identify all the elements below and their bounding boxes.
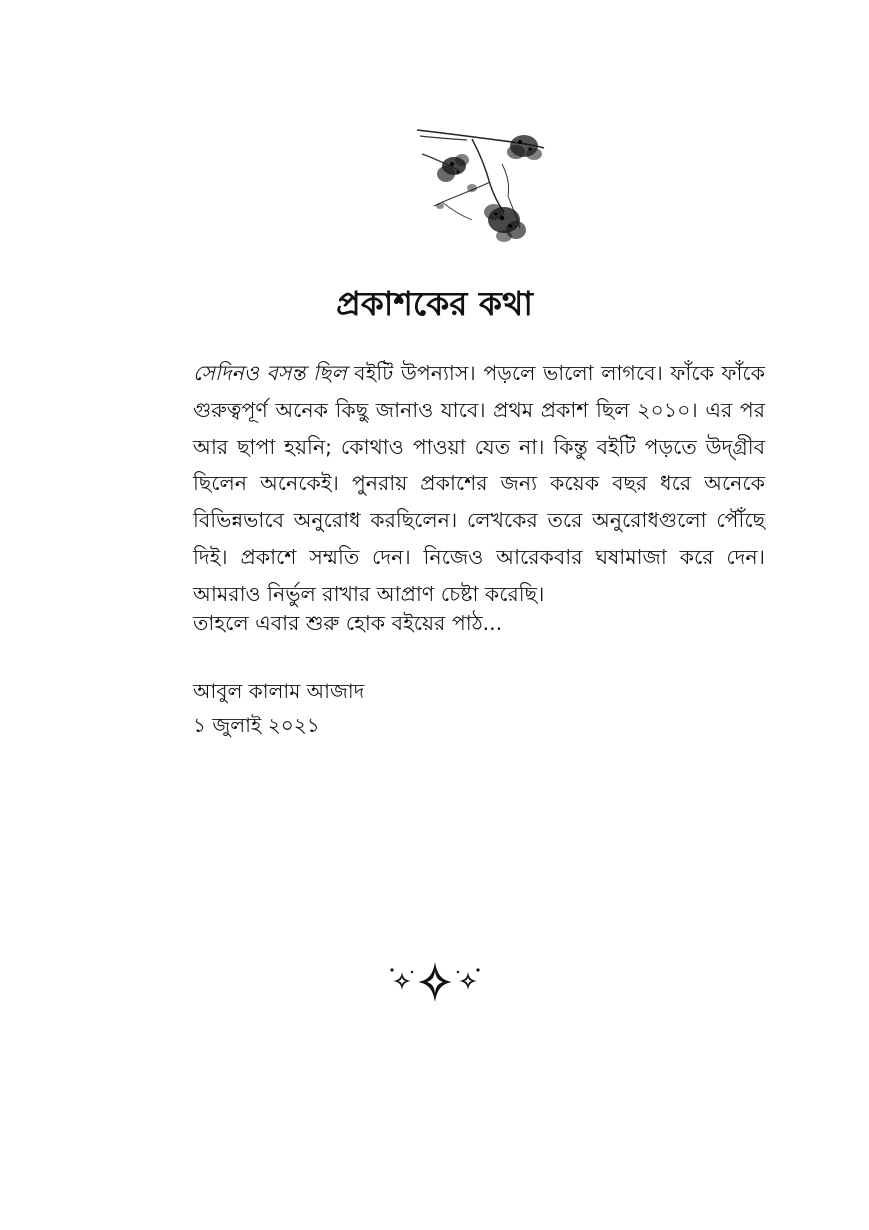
closing-line: তাহলে এবার শুরু হোক বইয়ের পাঠ... — [193, 611, 503, 635]
signature-block — [193, 674, 593, 742]
body-paragraph — [193, 355, 765, 613]
signature-name: আবুল কালাম আজাদ — [193, 679, 365, 703]
star-ornament-icon — [388, 960, 482, 1004]
signature-date: ১ জুলাই ২০২১ — [193, 713, 320, 737]
page-title: প্রকাশকের কথা — [336, 284, 533, 323]
branch-illustration — [412, 124, 552, 252]
paragraph-text: বইটি উপন্যাস। পড়লে ভালো লাগবে। ফাঁকে ফাঁকে গুরুত্বপূর্ণ অনেক কিছু জানাও যাবে। প্রথম প্রকাশ ছিল ২০১০। এর পর আর ছাপা হয়নি; কোথাও পাওয়া যেত না। কিন্তু বইটি পড়তে উদ্‌গ্রীব ছিলেন অনেকেই। পুনরায় প্রকাশের জন্য কয়েক বছর ধরে অনেকে বিভিন্নভাবে অনুরোধ করছিলেন। লেখকের তরে অনুরোধগুলো পৌঁছে দিই। প্রকাশে সম্মতি দেন। নিজেও আরেকবার ঘষামাজা করে দেন। আমরাও নির্ভুল রাখার আপ্রাণ চেষ্টা করেছি। — [193, 361, 765, 606]
book-title: সেদিনও বসন্ত ছিল — [193, 361, 347, 385]
